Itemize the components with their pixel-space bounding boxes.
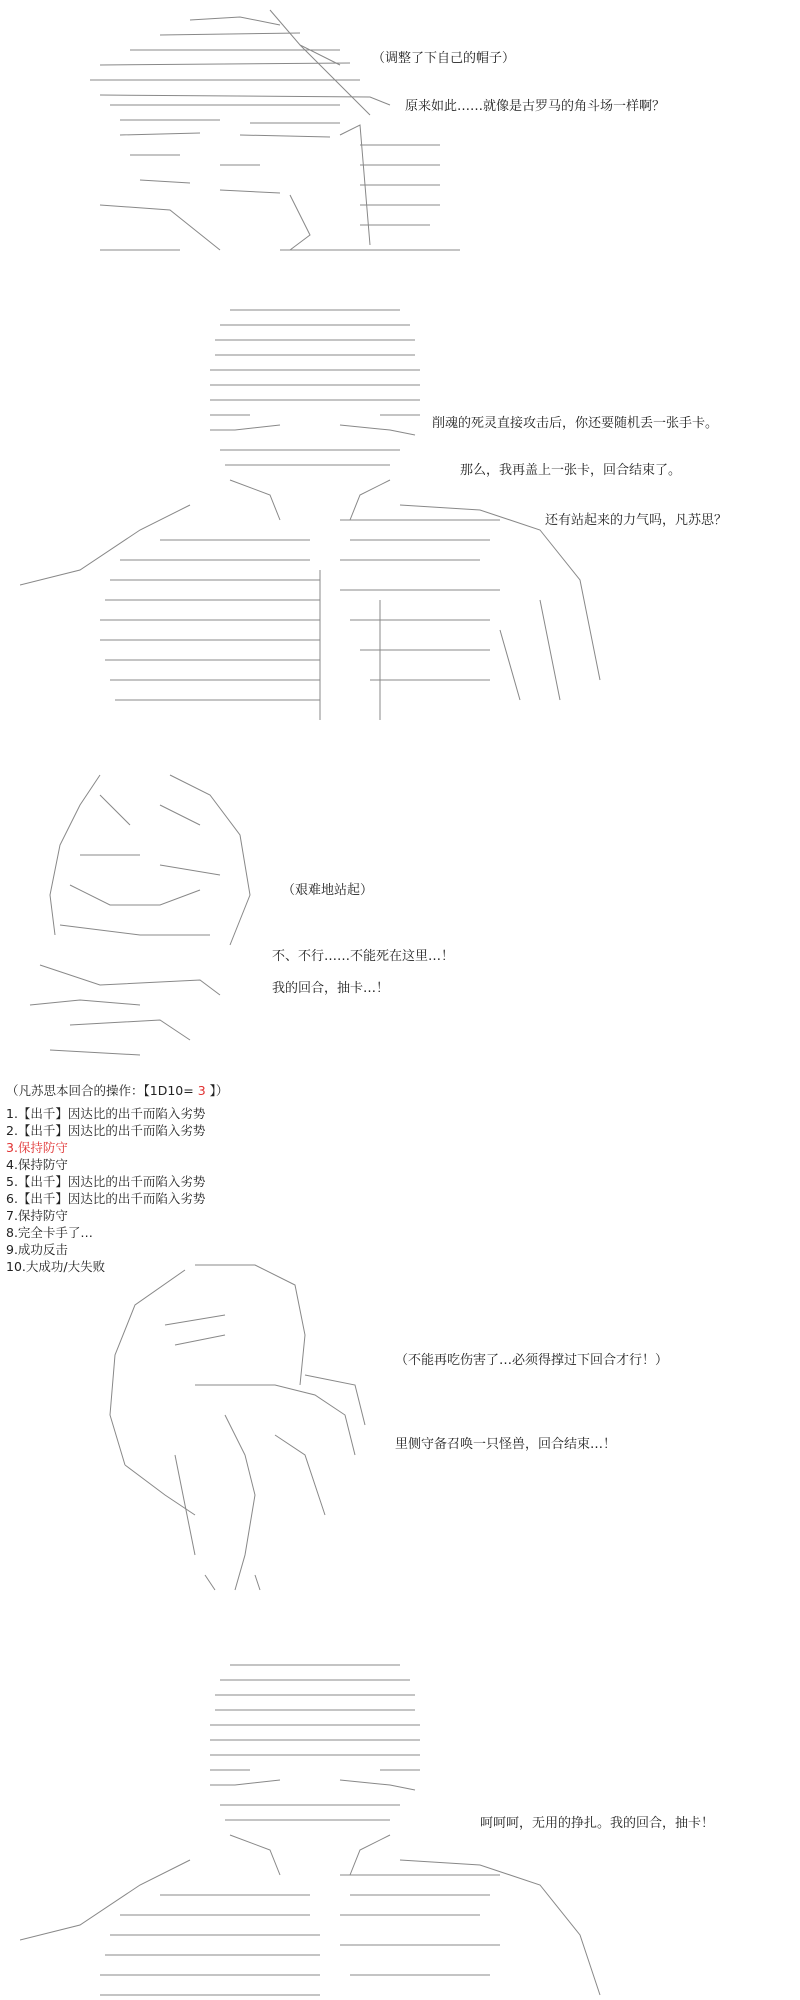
operation-item: 5.【出千】因达比的出千而陷入劣势 <box>6 1174 206 1189</box>
caption-discard: 削魂的死灵直接攻击后，你还要随机丢一张手卡。 <box>432 416 719 431</box>
ascii-art-protagonist-standing <box>20 765 270 1065</box>
operation-item-selected: 3.保持防守 <box>6 1140 68 1155</box>
operation-item: 7.保持防守 <box>6 1208 68 1223</box>
roll-header-prefix: （凡苏思本回合的操作：【1D10= <box>6 1083 198 1098</box>
caption-my-turn-draw: 我的回合，抽卡…！ <box>272 981 390 996</box>
operation-item: 1.【出千】因达比的出千而陷入劣势 <box>6 1106 206 1121</box>
caption-colosseum: 原来如此……就像是古罗马的角斗场一样啊？ <box>405 99 666 114</box>
caption-end-turn: 那么，我再盖上一张卡，回合结束了。 <box>460 463 682 478</box>
operation-roll-header <box>6 1082 228 1099</box>
operation-roll-list <box>6 1082 228 1275</box>
operation-item: 8.完全卡手了… <box>6 1225 93 1240</box>
operation-item: 2.【出千】因达比的出千而陷入劣势 <box>6 1123 206 1138</box>
caption-futile-struggle: 呵呵呵，无用的挣扎。我的回合，抽卡！ <box>480 1816 715 1831</box>
caption-must-survive: （不能再吃伤害了…必须得撑过下回合才行！） <box>395 1353 669 1368</box>
caption-cannot-die: 不、不行……不能死在这里…！ <box>272 949 455 964</box>
ascii-art-protagonist-card <box>75 1255 375 1600</box>
ascii-art-opponent <box>20 300 610 730</box>
operation-item: 6.【出千】因达比的出千而陷入劣势 <box>6 1191 206 1206</box>
caption-struggle-stand: （艰难地站起） <box>282 883 374 898</box>
operation-item: 10.大成功/大失败 <box>6 1259 106 1274</box>
caption-stand-up-taunt: 还有站起来的力气吗，凡苏思？ <box>545 513 728 528</box>
operation-item: 4.保持防守 <box>6 1157 68 1172</box>
ascii-art-hat-character <box>40 5 460 270</box>
operation-item: 9.成功反击 <box>6 1242 68 1257</box>
caption-face-down-summon: 里侧守备召唤一只怪兽，回合结束…！ <box>395 1437 617 1452</box>
roll-header-suffix: 】） <box>205 1083 229 1098</box>
dice-roll-result: 3 <box>197 1083 206 1098</box>
caption-adjust-hat: （调整了下自己的帽子） <box>372 51 516 66</box>
